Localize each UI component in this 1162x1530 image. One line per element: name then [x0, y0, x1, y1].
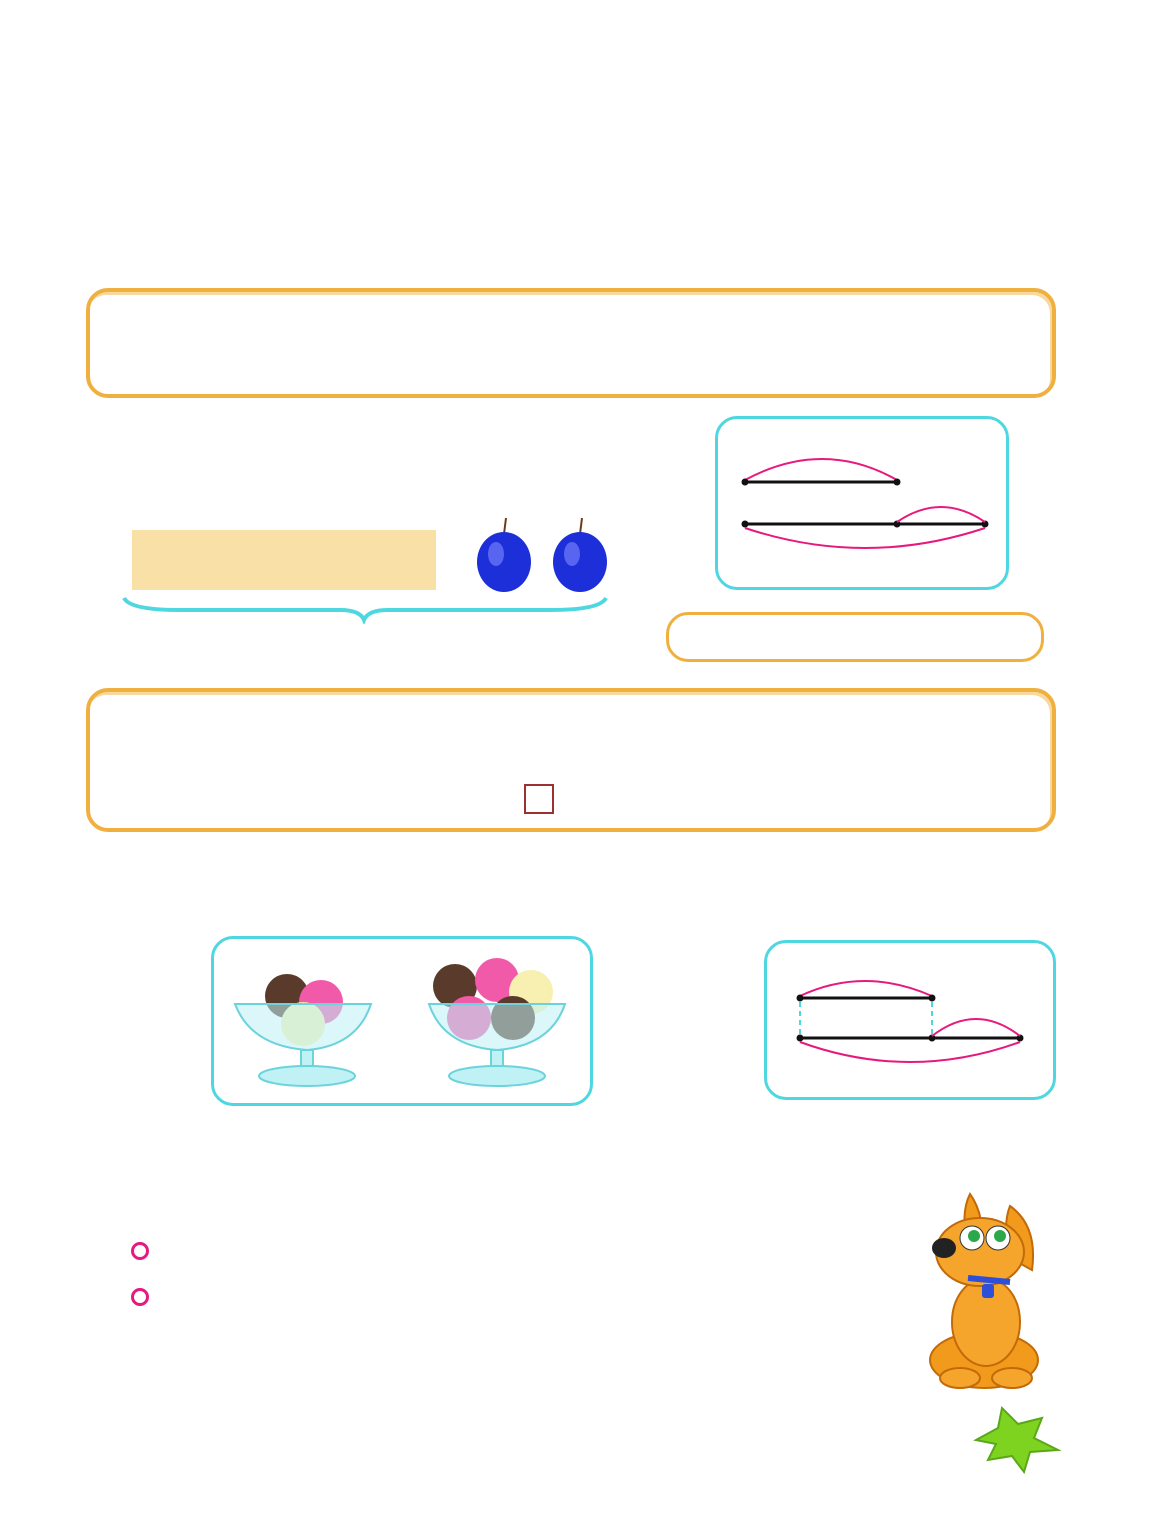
- ice-cream-bowl-icon: [235, 974, 371, 1086]
- same-amount-label: [132, 530, 436, 590]
- plums-row: [470, 514, 620, 594]
- bullet-icon: [131, 1242, 149, 1260]
- task2-question-2: [131, 1272, 161, 1318]
- star-badge-icon: [968, 1404, 1064, 1476]
- decorative-dots-bottom: [1060, 1404, 1160, 1464]
- decorative-dots: [0, 76, 1162, 136]
- pears-row: [130, 420, 450, 520]
- scheme-diagram-1: [715, 416, 1009, 590]
- plum-icon: [553, 518, 607, 592]
- plum-icon: [477, 518, 531, 592]
- scheme-diagram-2: [764, 940, 1056, 1100]
- task3-text: [131, 1362, 147, 1454]
- circles-row: [150, 220, 490, 264]
- triangles-row: [150, 164, 380, 212]
- bullet-icon: [131, 1288, 149, 1306]
- reasoning-line-1: [143, 690, 1029, 782]
- task2-question-1: [131, 1226, 161, 1272]
- dog-mascot-icon: [910, 1186, 1060, 1396]
- ice-cream-illustration: [211, 936, 593, 1106]
- scheme-note: [666, 612, 1044, 662]
- answer-box: [524, 784, 554, 814]
- equation: [516, 784, 554, 814]
- brace: [120, 594, 610, 624]
- ice-cream-bowl-icon: [429, 958, 565, 1086]
- rule-box: [86, 288, 1056, 398]
